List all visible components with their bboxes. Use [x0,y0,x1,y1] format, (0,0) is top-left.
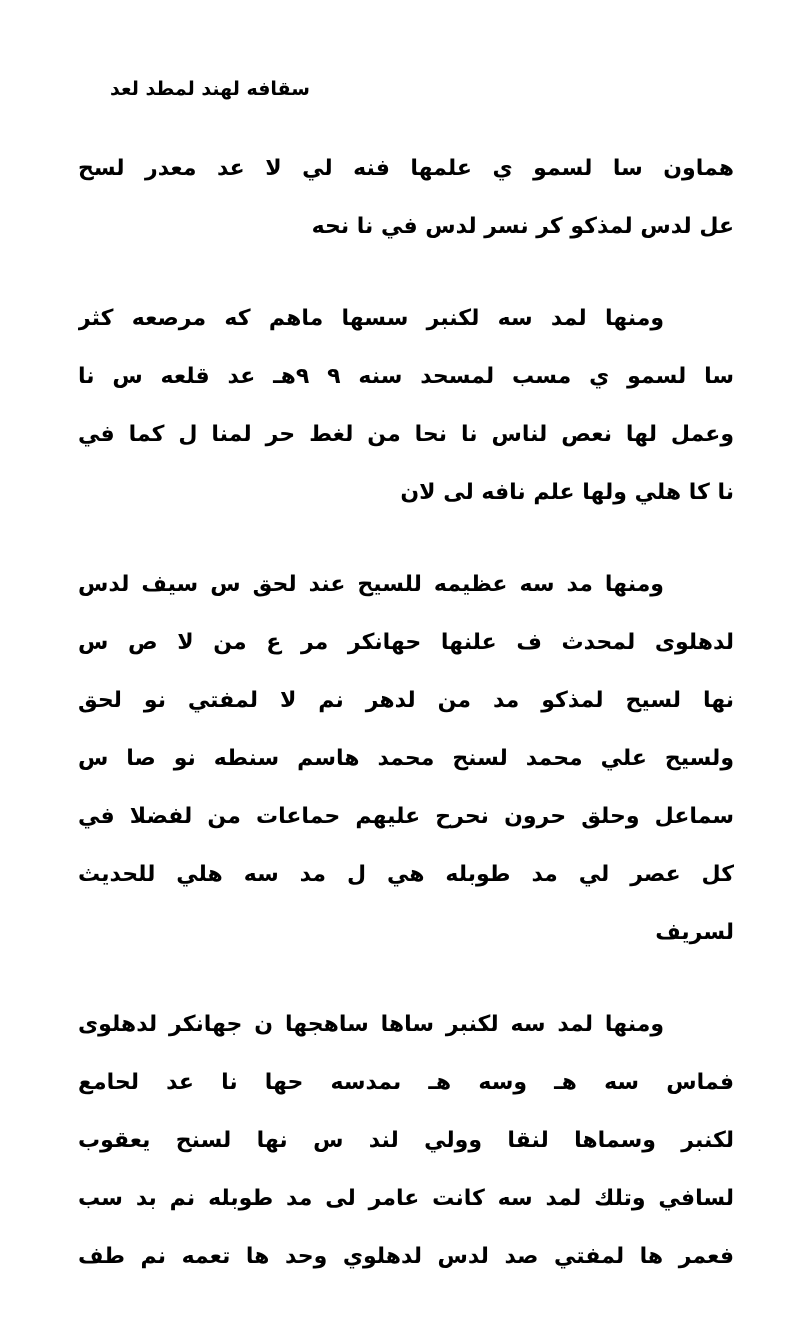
text-line: ومنها لمد سه لكنبر سسها ماهم كه مرصعه كثر [78,306,664,331]
text-line: نها لسيح لمذكو مد من لدهر نم لا لمفتي نو لحق [78,688,734,713]
text-line: وعمل لها نعص لناس نا نحا من لغط حر لمنا ل كما في [78,422,734,447]
text-line: كل عصر لي مد طوبله هي ل مد سه هلي للحديث [78,862,734,887]
text-line: ولسيح علي محمد لسنح محمد هاسم سنطه نو صا س [78,746,734,771]
text-line: نا كا هلي ولها علم نافه لى لان [400,480,734,505]
text-line: سا لسمو ي مسب لمسحد سنه ٩ ٩هـ عد قلعه س نا [78,364,734,389]
paragraph-3 [78,556,734,962]
paragraph-2 [78,290,734,522]
paragraph-4 [78,996,734,1286]
text-line: لسافي وتلك لمد سه كانت عامر لى مد طوبله نم بد سب [78,1186,734,1211]
text-line: عل لدس لمذكو كر نسر لدس في نا نحه [311,214,734,239]
text-line: لدهلوى لمحدث ف علنها حهانكر مر ع من لا ص س [78,630,734,655]
text-line: لكنبر وسماها لنقا وولي لند س نها لسنح يعقوب [78,1128,734,1153]
text-line: هماون سا لسمو ي علمها فنه لي لا عد معدر لسح [78,156,734,181]
document-body [78,140,734,1320]
text-line: لسريف [655,920,734,945]
text-line: سماعل وحلق حرون نحرح عليهم حماعات من لفضلا في [78,804,734,829]
text-line: فعمر ها لمفتي صد لدس لدهلوي وحد ها تعمه نم طف [78,1244,734,1269]
text-line: فماس سه هـ وسه هـ ىمدسه حها نا عد لحامع [78,1070,734,1095]
text-line: ومنها لمد سه لكنبر ساها ساهجها ن جهانكر لدهلوى [78,1012,664,1037]
text-line: ومنها مد سه عظيمه للسيح عند لحق س سيف لدس [78,572,664,597]
page-header: سقافه لهند لمطد لعد [110,78,310,100]
paragraph-1 [78,140,734,256]
